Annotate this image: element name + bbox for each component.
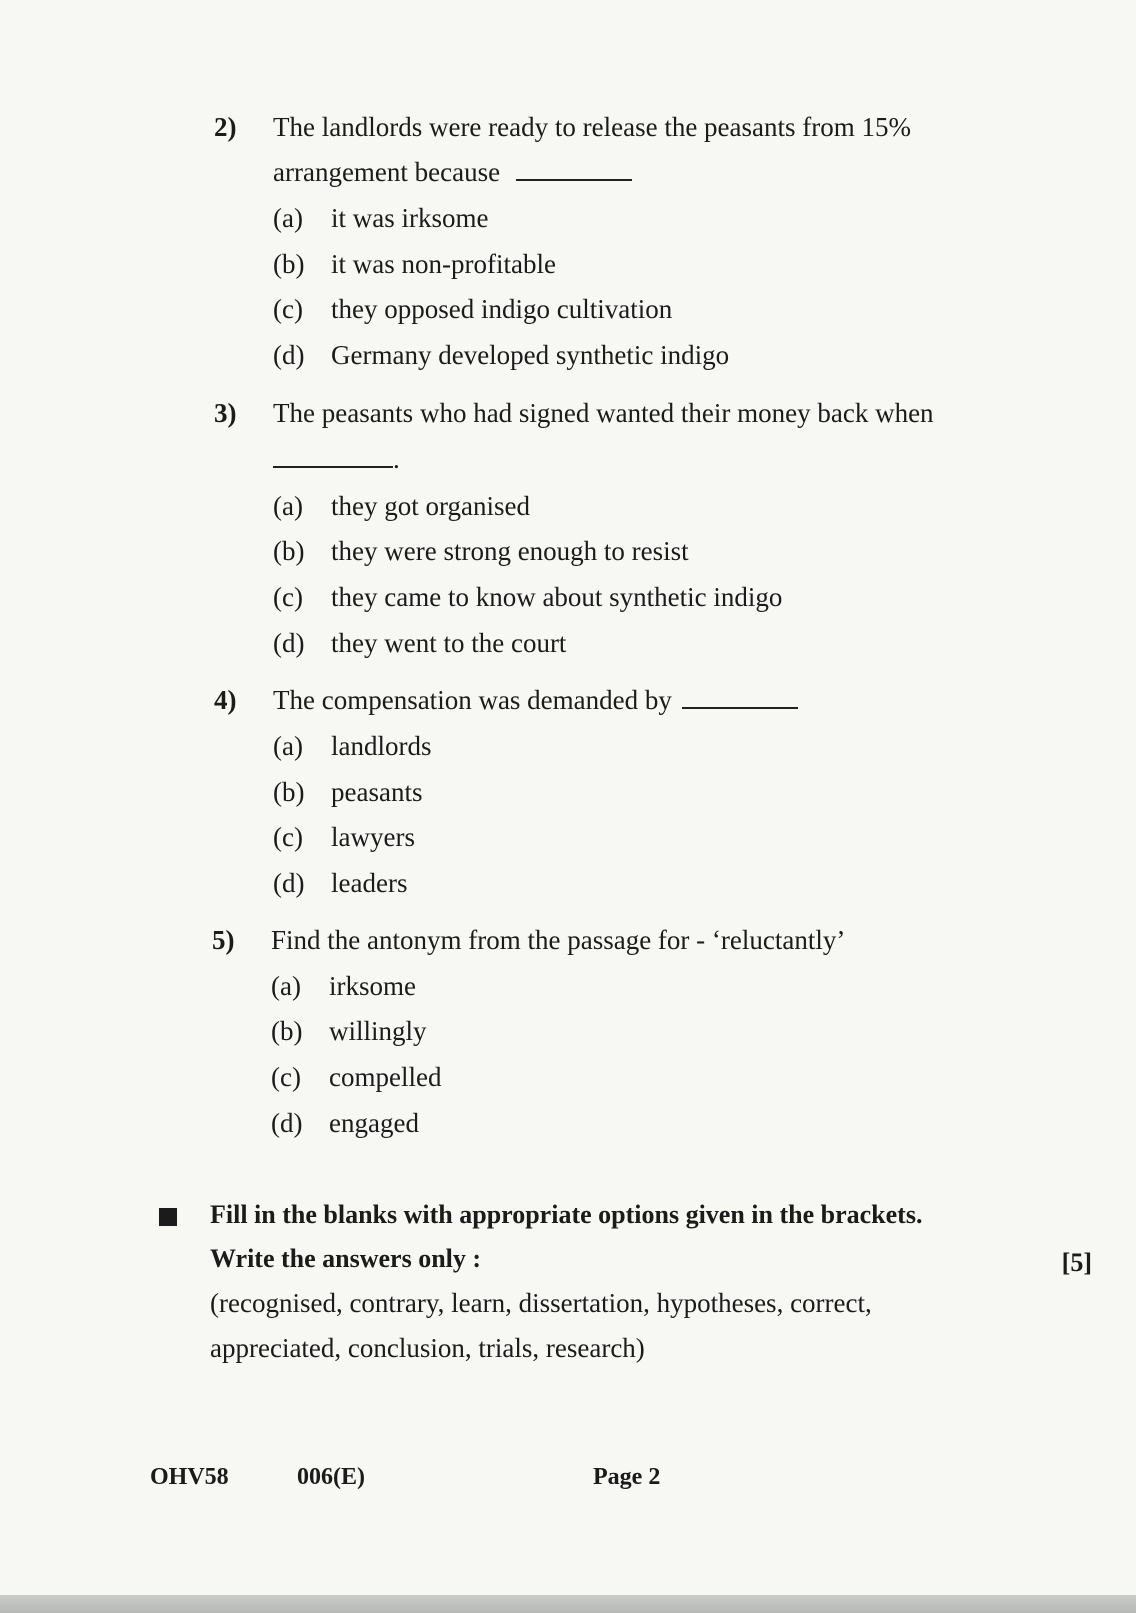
scan-edge (0, 1595, 1136, 1613)
word-list: (recognised, contrary, learn, dissertation, hypotheses, correct, (210, 1288, 872, 1318)
option-d: (d) Germany developed synthetic indigo (273, 340, 730, 370)
question-text: Find the antonym from the passage for - ‘reluctantly’ (271, 925, 846, 955)
option-b: (b) it was non-profitable (273, 249, 556, 279)
option-c: (c) they opposed indigo cultivation (273, 294, 673, 324)
question-text: The landlords were ready to release the peasants from 15% (273, 112, 911, 142)
option-a: (a) it was irksome (273, 203, 489, 233)
question-number: 3) (214, 398, 237, 428)
option-b: (b) they were strong enough to resist (273, 536, 689, 566)
square-bullet-icon (159, 1208, 177, 1226)
option-c: (c) compelled (271, 1062, 442, 1092)
option-d: (d) engaged (271, 1108, 419, 1138)
section-instruction: Fill in the blanks with appropriate options given in the brackets. (210, 1200, 923, 1229)
question-text-continued: . (273, 444, 400, 475)
option-c: (c) they came to know about synthetic indigo (273, 582, 783, 612)
question-number: 2) (214, 112, 237, 142)
section-instruction-continued: Write the answers only : (210, 1244, 482, 1273)
footer-code: OHV58 (150, 1464, 229, 1490)
marks-label: [5] (1061, 1248, 1092, 1277)
option-a: (a) irksome (271, 971, 416, 1001)
option-d: (d) leaders (273, 868, 408, 898)
footer-paper-code: 006(E) (297, 1464, 365, 1490)
question-number: 4) (214, 685, 237, 715)
question-text: The compensation was demanded by (273, 685, 798, 716)
answer-blank (682, 687, 798, 709)
word-list-continued: appreciated, conclusion, trials, research) (210, 1333, 645, 1363)
option-d: (d) they went to the court (273, 628, 567, 658)
option-a: (a) they got organised (273, 491, 530, 521)
question-text: The peasants who had signed wanted their money back when (273, 398, 934, 428)
answer-blank (516, 159, 632, 181)
option-b: (b) peasants (273, 777, 423, 807)
option-b: (b) willingly (271, 1016, 427, 1046)
option-a: (a) landlords (273, 731, 432, 761)
question-number: 5) (212, 925, 235, 955)
answer-blank (273, 446, 393, 468)
question-text-continued: arrangement because (273, 157, 632, 188)
page-number: Page 2 (593, 1464, 661, 1490)
option-c: (c) lawyers (273, 822, 415, 852)
